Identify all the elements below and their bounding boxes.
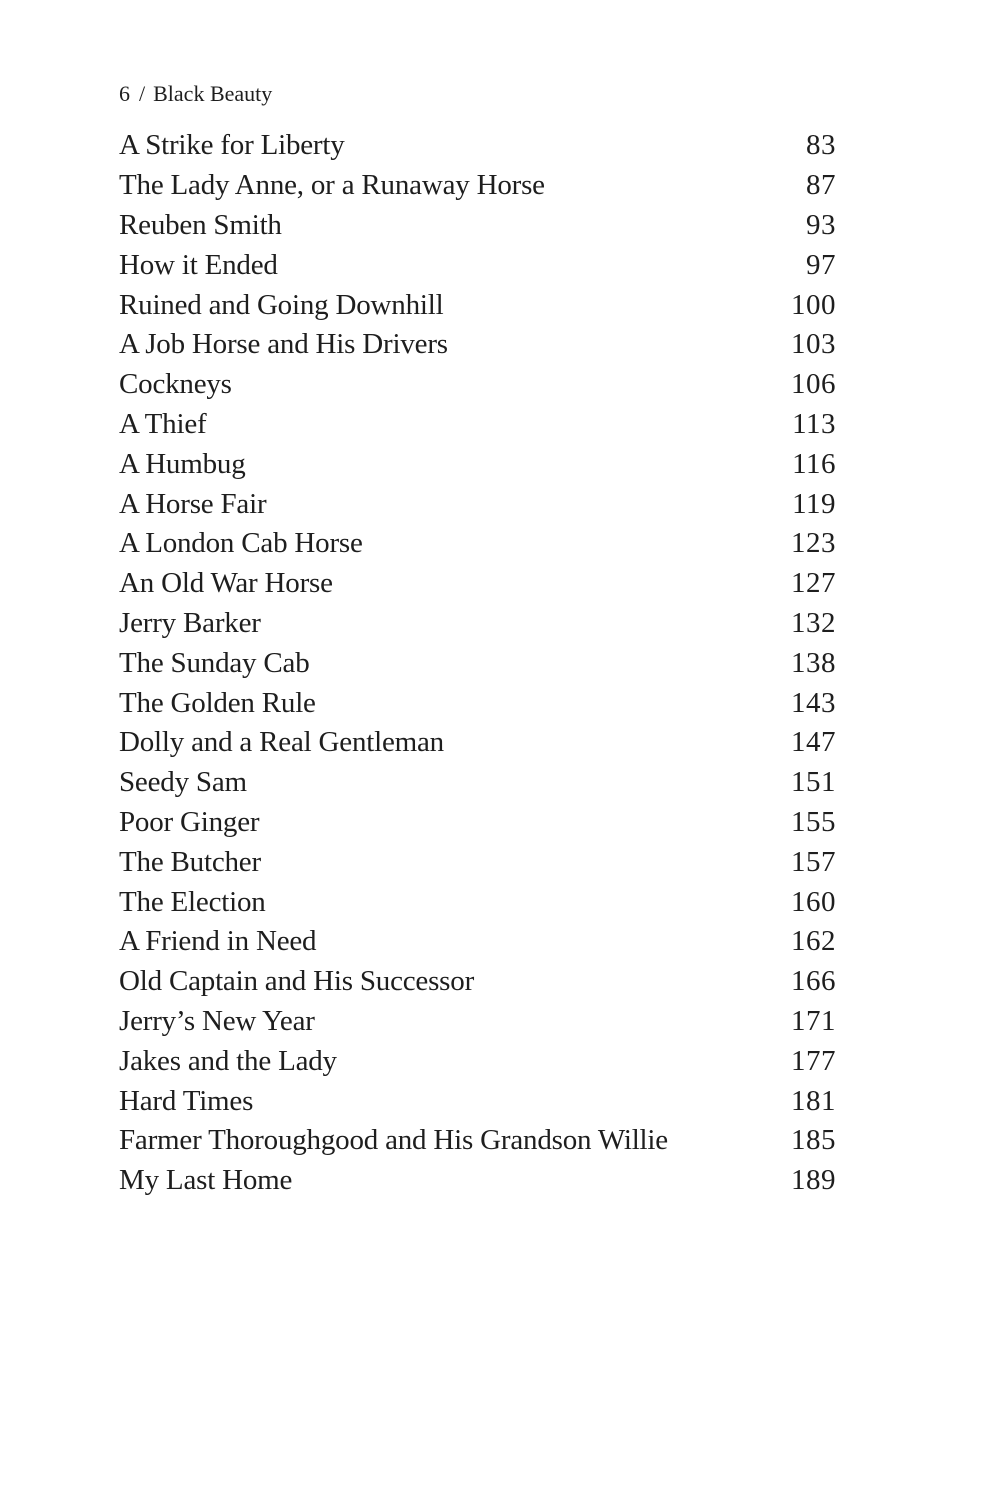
toc-entry-title: The Lady Anne, or a Runaway Horse (119, 169, 545, 202)
toc-entry-title: Jakes and the Lady (119, 1044, 337, 1077)
toc-entry (119, 1081, 836, 1121)
toc-entry (119, 285, 836, 325)
toc-entry (119, 365, 836, 405)
toc-entry-title: The Butcher (119, 845, 261, 878)
toc-entry-title: Jerry’s New Year (119, 1004, 315, 1037)
toc-entry-page: 123 (791, 527, 836, 560)
toc-entry-title: Dolly and a Real Gentleman (119, 726, 444, 759)
toc-entry (119, 206, 836, 246)
toc-entry-title: A Thief (119, 407, 207, 440)
page-number: 6 (119, 81, 130, 106)
toc-entry-page: 189 (791, 1164, 836, 1197)
toc-entry (119, 763, 836, 803)
toc-entry-page: 181 (791, 1084, 836, 1117)
toc-entry (119, 564, 836, 604)
toc-entry-title: Ruined and Going Downhill (119, 288, 444, 321)
toc-entry-page: 116 (792, 447, 836, 480)
book-title: Black Beauty (153, 81, 273, 106)
toc-entry (119, 484, 836, 524)
toc-entry-title: Seedy Sam (119, 766, 247, 799)
toc-entry-title: An Old War Horse (119, 567, 333, 600)
toc-entry-page: 103 (791, 328, 836, 361)
toc-entry-title: Reuben Smith (119, 208, 282, 241)
toc-entry-title: Jerry Barker (119, 606, 261, 639)
toc-entry (119, 245, 836, 285)
toc-entry-page: 155 (791, 805, 836, 838)
toc-entry (119, 842, 836, 882)
toc-entry-page: 138 (791, 646, 836, 679)
running-head (119, 80, 272, 108)
toc-entry-page: 143 (791, 686, 836, 719)
toc-entry-page: 132 (791, 606, 836, 639)
toc-entry-title: A Strike for Liberty (119, 129, 345, 162)
toc-entry-page: 87 (806, 169, 836, 202)
toc-entry-page: 113 (792, 407, 836, 440)
toc-entry-title: A Job Horse and His Drivers (119, 328, 448, 361)
running-head-separator: / (139, 81, 146, 106)
toc-entry (119, 405, 836, 445)
toc-entry-title: A Humbug (119, 447, 246, 480)
toc-entry (119, 126, 836, 166)
toc-entry (119, 922, 836, 962)
toc-entry-page: 166 (791, 965, 836, 998)
toc-entry-page: 93 (806, 208, 836, 241)
toc-entry (119, 325, 836, 365)
toc-entry-page: 160 (791, 885, 836, 918)
toc-entry (119, 524, 836, 564)
toc-entry-title: My Last Home (119, 1164, 293, 1197)
toc-entry-page: 127 (791, 567, 836, 600)
toc-entry (119, 1041, 836, 1081)
toc-entry (119, 444, 836, 484)
toc-entry-title: The Golden Rule (119, 686, 316, 719)
toc-entry-title: Cockneys (119, 368, 232, 401)
toc-entry-title: The Sunday Cab (119, 646, 310, 679)
toc-entry (119, 882, 836, 922)
toc-entry-page: 97 (806, 248, 836, 281)
toc-entry-title: A London Cab Horse (119, 527, 363, 560)
toc-entry (119, 166, 836, 206)
toc-entry-page: 106 (791, 368, 836, 401)
toc-entry-title: The Election (119, 885, 266, 918)
toc-entry-title: A Friend in Need (119, 925, 317, 958)
toc-entry-page: 147 (791, 726, 836, 759)
table-of-contents (119, 126, 836, 1201)
toc-entry (119, 1121, 836, 1161)
toc-entry (119, 1161, 836, 1201)
toc-entry-page: 157 (791, 845, 836, 878)
toc-entry-page: 100 (791, 288, 836, 321)
toc-entry-page: 119 (792, 487, 836, 520)
toc-entry (119, 723, 836, 763)
toc-entry-page: 83 (806, 129, 836, 162)
toc-entry-title: Hard Times (119, 1084, 254, 1117)
toc-entry (119, 803, 836, 843)
toc-entry-title: How it Ended (119, 248, 278, 281)
toc-entry (119, 1002, 836, 1042)
toc-entry (119, 643, 836, 683)
toc-entry (119, 962, 836, 1002)
toc-entry-page: 171 (791, 1004, 836, 1037)
toc-entry-page: 185 (791, 1124, 836, 1157)
toc-entry-page: 162 (791, 925, 836, 958)
toc-entry-title: Farmer Thoroughgood and His Grandson Willie (119, 1124, 668, 1157)
toc-entry-page: 151 (791, 766, 836, 799)
toc-entry-page: 177 (791, 1044, 836, 1077)
toc-entry-title: A Horse Fair (119, 487, 267, 520)
toc-entry (119, 683, 836, 723)
toc-entry-title: Poor Ginger (119, 805, 260, 838)
toc-entry-title: Old Captain and His Successor (119, 965, 475, 998)
toc-entry (119, 604, 836, 644)
